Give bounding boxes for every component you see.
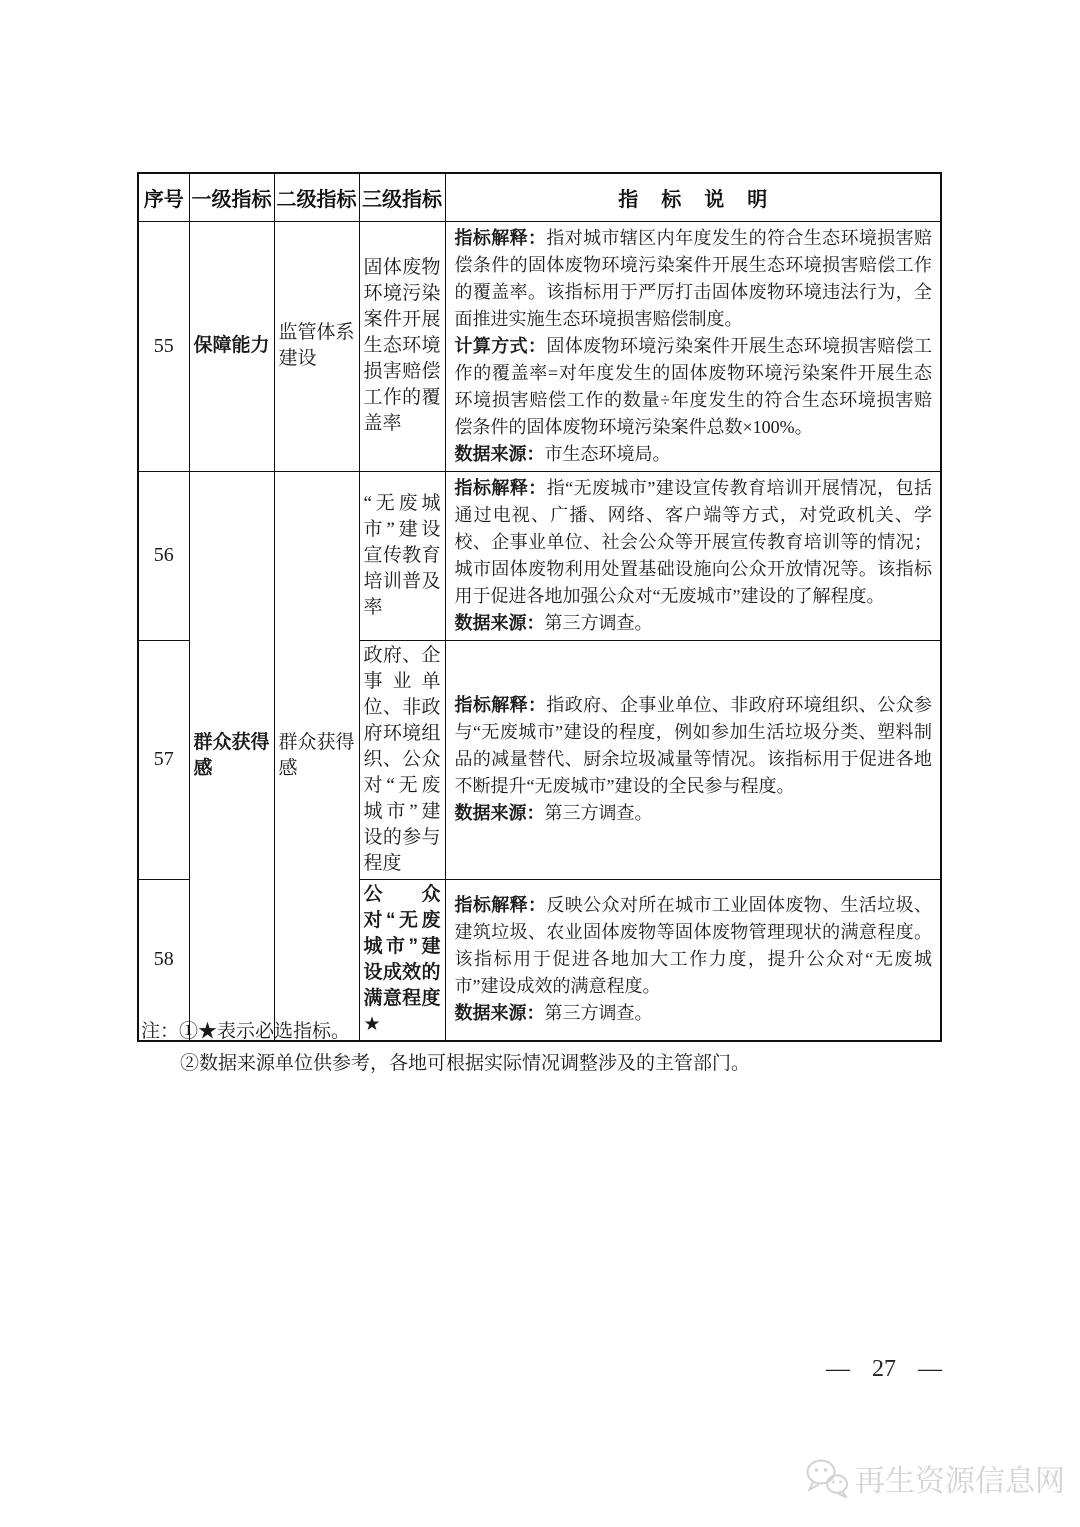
merged-level2: 群众获得感 xyxy=(274,471,359,1041)
wechat-icon xyxy=(804,1458,850,1498)
desc-text: 第三方调查。 xyxy=(544,1003,653,1023)
desc-text: 指对城市辖区内年度发生的符合生态环境损害赔偿条件的固体废物环境污染案件开展生态环境损害赔偿工作的覆盖率。该指标用于严厉打击固体废物环境违法行为，全面推进实施生态环境损害赔偿制度。 xyxy=(454,227,933,329)
desc-label: 指标解释： xyxy=(454,695,547,715)
desc-paragraph xyxy=(455,892,933,1000)
desc-text: 第三方调查。 xyxy=(544,803,653,823)
row57-level3: 政府、企事业单位、非政府环境组织、公众对“无废城市”建设的参与程度 xyxy=(359,640,445,879)
footnote-2-text: ②数据来源单位供参考，各地可根据实际情况调整涉及的主管部门。 xyxy=(180,1053,751,1074)
footnote-1 xyxy=(141,1016,941,1048)
page-number-dash-left: — xyxy=(826,1356,850,1382)
row55-level1: 保障能力 xyxy=(189,221,274,471)
row56-seq: 56 xyxy=(138,471,189,640)
desc-text: 反映公众对所在城市工业固体废物、生活垃圾、建筑垃圾、农业固体废物等固体废物管理现状的满意程度。该指标用于促进各地加大工作力度，提升公众对“无废城市”建设成效的满意程度。 xyxy=(454,895,933,996)
header-seq xyxy=(138,173,189,221)
row57-seq: 57 xyxy=(138,640,189,879)
row55-seq: 55 xyxy=(138,221,189,471)
row58-seq: 58 xyxy=(138,879,189,1041)
header-level2-label: 二级指标 xyxy=(276,188,357,211)
footnote-1-text: ①★表示必选指标。 xyxy=(179,1021,351,1042)
desc-text: 市生态环境局。 xyxy=(544,443,671,464)
desc-label: 数据来源： xyxy=(454,1003,545,1023)
row58-level3: 公众对“无废城市”建设成效的满意程度★ xyxy=(359,879,445,1041)
watermark xyxy=(804,1456,1065,1500)
desc-label: 数据来源： xyxy=(454,443,545,464)
header-level1 xyxy=(189,173,274,221)
desc-text: 指政府、企事业单位、非政府环境组织、公众参与“无废城市”建设的程度，例如参加生活垃圾分类、塑料制品的减量替代、厨余垃圾减量等情况。该指标用于促进各地不断提升“无废城市”建设的全民参与程度。 xyxy=(454,695,933,796)
row57-desc xyxy=(445,640,941,879)
header-desc-label: 指标说明 xyxy=(618,188,791,211)
desc-paragraph xyxy=(455,333,933,441)
desc-paragraph xyxy=(455,475,933,610)
table-header-row xyxy=(138,173,941,221)
page-number xyxy=(826,1356,942,1383)
header-level3-label: 三级指标 xyxy=(362,188,442,211)
desc-label: 数据来源： xyxy=(454,803,545,823)
table-row xyxy=(138,471,941,640)
desc-paragraph xyxy=(455,692,933,800)
row55-level2: 监管体系建设 xyxy=(274,221,359,471)
row56-desc xyxy=(445,471,941,640)
merged-level1: 群众获得感 xyxy=(189,471,274,1041)
desc-text: 指“无废城市”建设宣传教育培训开展情况，包括通过电视、广播、网络、客户端等方式，对党政机关、学校、企事业单位、社会公众等开展宣传教育培训等的情况；城市固体废物利用处置基础设施向公众开放情况等。该指标用于促进各地加强公众对“无废城市”建设的了解程度。 xyxy=(454,477,932,606)
desc-label: 指标解释： xyxy=(454,895,547,915)
header-level1-label: 一级指标 xyxy=(191,188,272,211)
desc-label: 数据来源： xyxy=(454,612,545,633)
desc-text: 固体废物环境污染案件开展生态环境损害赔偿工作的覆盖率=对年度发生的固体废物环境污染案件开展生态环境损害赔偿工作的数量÷年度发生的符合生态环境损害赔偿条件的固体废物环境污染案件总数×100%。 xyxy=(454,335,933,437)
footnote-2 xyxy=(141,1048,941,1080)
watermark-text: 再生资源信息网 xyxy=(855,1465,1065,1498)
indicator-table xyxy=(137,172,942,1042)
row55-level3: 固体废物环境污染案件开展生态环境损害赔偿工作的覆盖率 xyxy=(359,221,445,471)
desc-label: 指标解释： xyxy=(454,477,547,498)
desc-label: 计算方式： xyxy=(454,335,547,356)
desc-paragraph xyxy=(455,800,933,827)
footnotes xyxy=(141,1016,941,1080)
header-level2 xyxy=(274,173,359,221)
table-row xyxy=(138,221,941,471)
page-number-value: 27 xyxy=(872,1356,896,1382)
row55-desc xyxy=(445,221,941,471)
desc-text: 第三方调查。 xyxy=(544,612,653,633)
desc-paragraph xyxy=(455,441,933,468)
row56-level3: “无废城市”建设宣传教育培训普及率 xyxy=(359,471,445,640)
desc-paragraph xyxy=(455,225,933,333)
header-desc xyxy=(445,173,941,221)
page-number-dash-right: — xyxy=(918,1356,942,1382)
footnote-prefix: 注： xyxy=(141,1021,180,1042)
header-seq-label: 序号 xyxy=(143,188,184,211)
desc-label: 指标解释： xyxy=(454,227,547,248)
header-level3 xyxy=(359,173,445,221)
desc-paragraph xyxy=(455,610,933,637)
